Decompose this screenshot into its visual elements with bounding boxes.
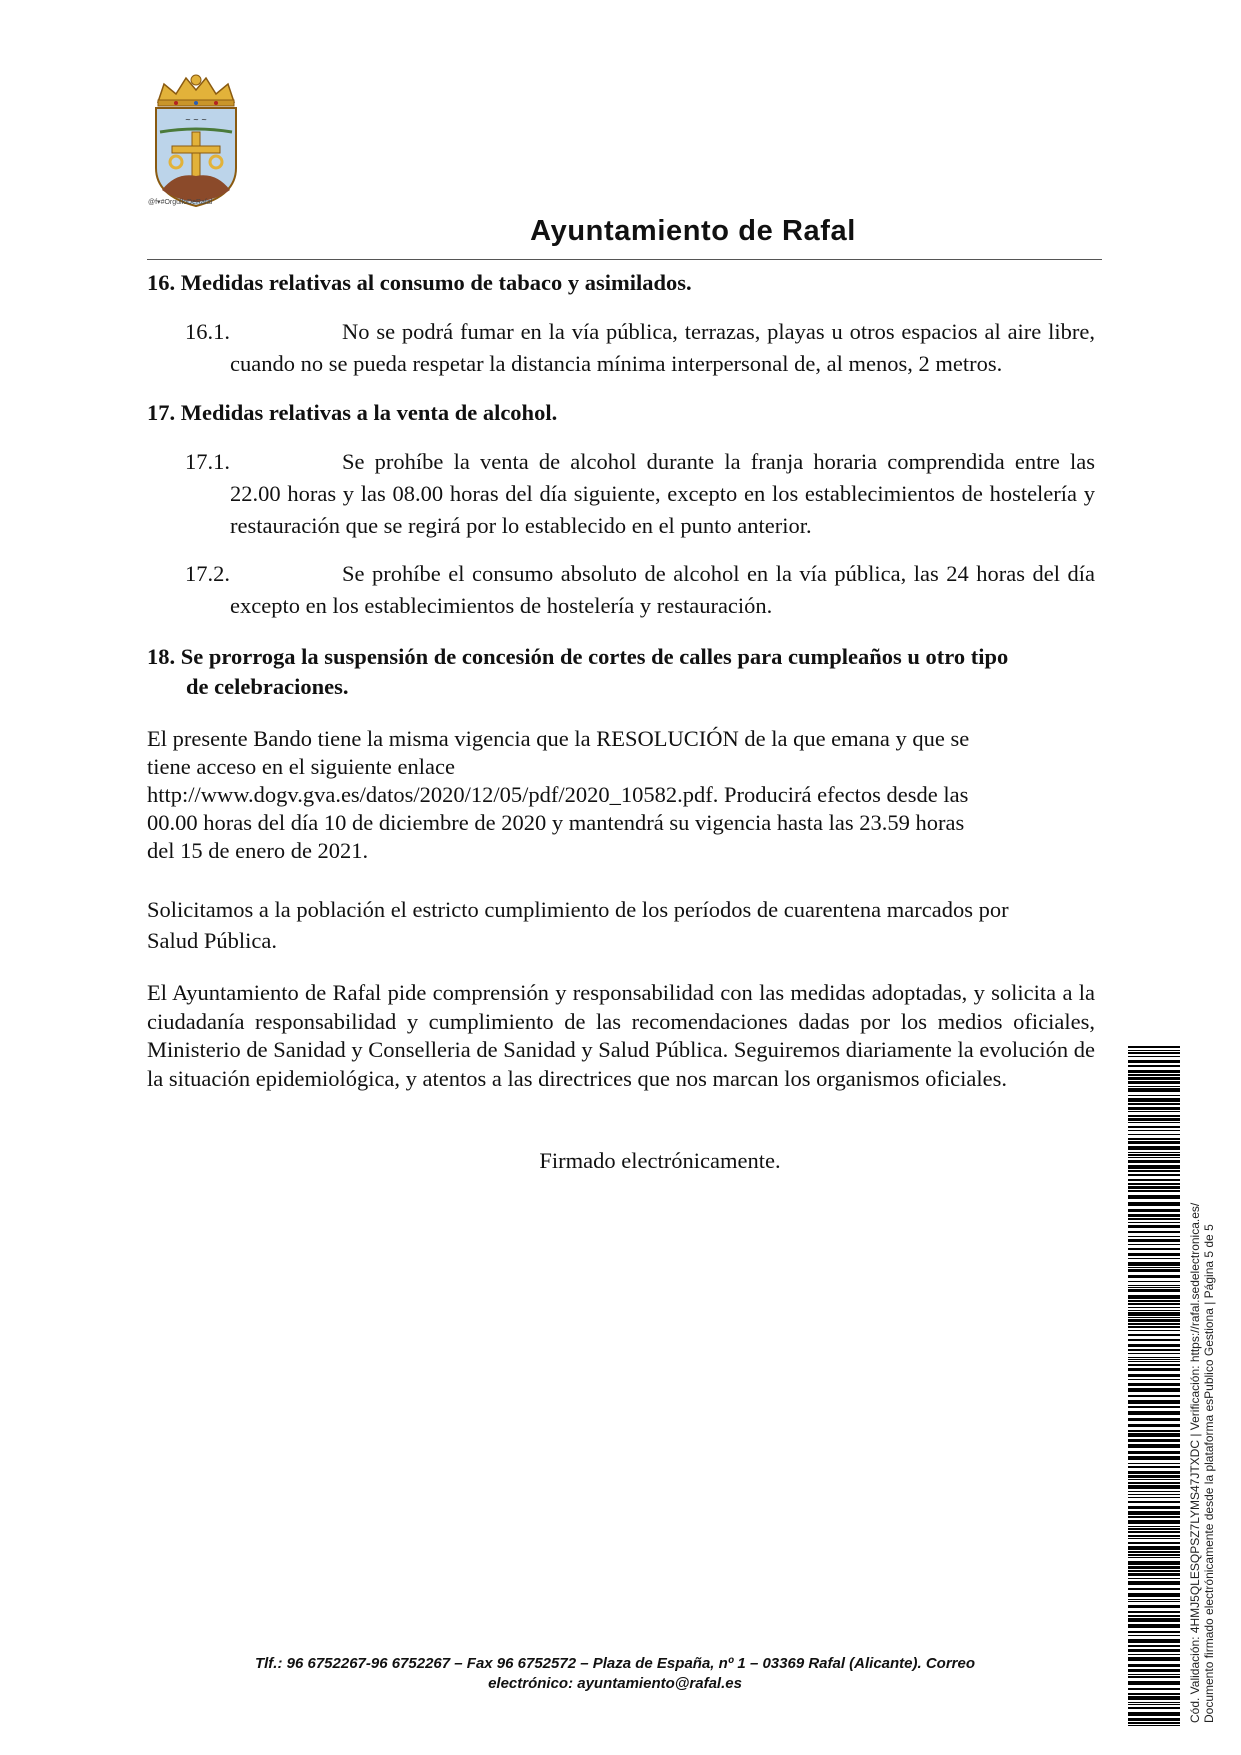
barcode-bar [1128, 1712, 1180, 1716]
barcode-bar [1128, 1317, 1180, 1318]
section-16-heading: 16. Medidas relativas al consumo de tabaco y asimilados. [147, 270, 692, 295]
barcode-bar [1128, 1528, 1180, 1530]
barcode-bar [1128, 1578, 1180, 1579]
svg-text:~ ~ ~: ~ ~ ~ [184, 116, 208, 124]
barcode-bar [1128, 1546, 1180, 1550]
barcode-bar [1128, 1179, 1180, 1181]
barcode-bar [1128, 1374, 1180, 1377]
barcode-bar [1128, 1566, 1180, 1569]
validation-barcode [1128, 1046, 1180, 1726]
barcode-bar [1128, 1098, 1180, 1102]
verification-line-2: Documento firmado electrónicamente desde la plataforma esPublico Gestiona | Página 5 de 5 [1202, 1224, 1216, 1723]
barcode-bar [1128, 1433, 1180, 1437]
logo-caption: @f▾#OrgulloDeRafal [148, 199, 213, 206]
barcode-bar [1128, 1538, 1180, 1539]
barcode-bar [1128, 1236, 1180, 1237]
barcode-bar [1128, 1141, 1180, 1144]
barcode-bar [1128, 1303, 1180, 1305]
barcode-bar [1128, 1115, 1180, 1117]
vigencia-line-4: 00.00 horas del día 10 de diciembre de 2020 y mantendrá su vigencia hasta las 23.59 horas [147, 810, 965, 835]
barcode-bar [1128, 1681, 1180, 1685]
barcode-bar [1128, 1275, 1180, 1278]
barcode-bar [1128, 1676, 1180, 1678]
item-number: 16.1. [185, 319, 230, 344]
barcode-bar [1128, 1471, 1180, 1474]
barcode-bar [1128, 1526, 1180, 1527]
barcode-bar [1128, 1126, 1180, 1128]
barcode-bar [1128, 1239, 1180, 1242]
barcode-bar [1128, 1696, 1180, 1700]
barcode-bar [1128, 1086, 1180, 1087]
barcode-bar [1128, 1202, 1180, 1206]
item-17-2 [185, 558, 1095, 622]
cuarentena-line-2: Salud Pública. [147, 928, 277, 953]
barcode-bar [1128, 1190, 1180, 1192]
barcode-bar [1128, 1307, 1180, 1308]
barcode-bar [1128, 1214, 1180, 1217]
barcode-bar [1128, 1506, 1180, 1509]
barcode-bar [1128, 1516, 1180, 1518]
barcode-bar [1128, 1209, 1180, 1212]
item-number: 17.1. [185, 449, 230, 474]
barcode-bar [1128, 1248, 1180, 1250]
item-text: No se podrá fumar en la vía pública, terrazas, playas u otros espacios al aire libre, cuando no se pueda respetar la distancia mínima interpersonal de, al menos, 2 metros. [230, 319, 1095, 376]
barcode-bar [1128, 1349, 1180, 1351]
barcode-bar [1128, 1444, 1180, 1448]
barcode-bar [1128, 1494, 1180, 1495]
barcode-bar [1128, 1103, 1180, 1105]
barcode-bar [1128, 1174, 1180, 1176]
barcode-bar [1128, 1475, 1180, 1478]
barcode-bar [1128, 1222, 1180, 1223]
section-18-heading: 18. Se prorroga la suspensión de concesión de cortes de calles para cumpleaños u otro tipo [147, 644, 1009, 669]
footer-line-1: Tlf.: 96 6752267-96 6752267 – Fax 96 6752572 – Plaza de España, nº 1 – 03369 Rafal (Alicante). Correo [254, 1655, 976, 1672]
barcode-bar [1128, 1411, 1180, 1415]
item-number: 17.2. [185, 561, 230, 586]
page-title: Ayuntamiento de Rafal [530, 215, 856, 247]
barcode-bar [1128, 1281, 1180, 1282]
barcode-bar [1128, 1639, 1180, 1643]
barcode-bar [1128, 1561, 1180, 1565]
barcode-bar [1128, 1152, 1180, 1153]
barcode-bar [1128, 1395, 1180, 1397]
barcode-bar [1128, 1300, 1180, 1302]
barcode-bar [1128, 1631, 1180, 1633]
barcode-bar [1128, 1674, 1180, 1675]
barcode-bar [1128, 1501, 1180, 1503]
barcode-bar [1128, 1573, 1180, 1576]
footer-line-2: electrónico: ayuntamiento@rafal.es [488, 1675, 742, 1692]
barcode-bar [1128, 1379, 1180, 1380]
barcode-bar [1128, 1134, 1180, 1135]
barcode-bar [1128, 1400, 1180, 1404]
vigencia-line-1: El presente Bando tiene la misma vigencia que la RESOLUCIÓN de la que emana y que se [147, 726, 970, 751]
barcode-bar [1128, 1383, 1180, 1386]
barcode-bar [1128, 1593, 1180, 1597]
item-16-1 [185, 316, 1095, 380]
barcode-bar [1128, 1482, 1180, 1484]
barcode-bar [1128, 1466, 1180, 1468]
barcode-bar [1128, 1599, 1180, 1600]
barcode-bar [1128, 1364, 1180, 1366]
item-text: Se prohíbe el consumo absoluto de alcohol en la vía pública, las 24 horas del día excepto en los establecimientos de hostelería y restauración. [230, 561, 1095, 618]
barcode-bar [1128, 1334, 1180, 1336]
barcode-bar [1128, 1531, 1180, 1533]
barcode-bar [1128, 1056, 1180, 1057]
barcode-bar [1128, 1244, 1180, 1245]
barcode-bar [1128, 1491, 1180, 1492]
barcode-bar [1128, 1588, 1180, 1590]
barcode-bar [1128, 1618, 1180, 1622]
barcode-bar [1128, 1258, 1180, 1259]
barcode-bar [1128, 1357, 1180, 1358]
vigencia-line-5: del 15 de enero de 2021. [147, 838, 369, 863]
barcode-bar [1128, 1323, 1180, 1325]
barcode-bar [1128, 1287, 1180, 1288]
barcode-bar [1128, 1725, 1180, 1726]
barcode-bar [1128, 1138, 1180, 1140]
barcode-bar [1128, 1456, 1180, 1460]
barcode-bar [1128, 1310, 1180, 1311]
vigencia-line-2: tiene acceso en el siguiente enlace [147, 754, 455, 779]
barcode-bar [1128, 1520, 1180, 1524]
barcode-bar [1128, 1485, 1180, 1489]
barcode-bar [1128, 1122, 1180, 1123]
barcode-bar [1128, 1095, 1180, 1096]
barcode-bar [1128, 1111, 1180, 1112]
barcode-bar [1128, 1368, 1180, 1371]
barcode-bar [1128, 1269, 1180, 1272]
barcode-bar [1128, 1657, 1180, 1661]
barcode-bar [1128, 1722, 1180, 1724]
barcode-bar [1128, 1707, 1180, 1709]
barcode-bar [1128, 1231, 1180, 1233]
barcode-bar [1128, 1262, 1180, 1266]
barcode-bar [1128, 1060, 1180, 1063]
barcode-bar [1128, 1497, 1180, 1498]
barcode-bar [1128, 1319, 1180, 1322]
barcode-bar [1128, 1253, 1180, 1256]
barcode-bar [1128, 1330, 1180, 1331]
barcode-bar [1128, 1070, 1180, 1073]
barcode-bar [1128, 1295, 1180, 1299]
barcode-bar [1128, 1154, 1180, 1156]
barcode-bar [1128, 1511, 1180, 1515]
item-text: Se prohíbe la venta de alcohol durante la franja horaria comprendida entre las 22.00 horas y las 08.00 horas del día siguiente, excepto en los establecimientos de hostelería y restauración que se regirá por lo establecido en el punto anterior. [230, 449, 1095, 538]
barcode-bar [1128, 1551, 1180, 1553]
header-divider [147, 259, 1102, 260]
barcode-bar [1128, 1649, 1180, 1652]
barcode-bar [1128, 1160, 1180, 1163]
barcode-bar [1128, 1046, 1180, 1048]
barcode-bar [1128, 1688, 1180, 1690]
barcode-bar [1128, 1359, 1180, 1360]
barcode-bar [1128, 1146, 1180, 1150]
barcode-bar [1128, 1581, 1180, 1585]
barcode-bar [1128, 1557, 1180, 1558]
barcode-bar [1128, 1418, 1180, 1421]
barcode-bar [1128, 1451, 1180, 1454]
vigencia-link-line[interactable]: http://www.dogv.gva.es/datos/2020/12/05/pdf/2020_10582.pdf. Producirá efectos desde las [147, 782, 969, 807]
barcode-bar [1128, 1344, 1180, 1347]
crown-icon [158, 75, 234, 106]
barcode-bar [1128, 1339, 1180, 1341]
footer-contact [150, 1654, 1080, 1694]
barcode-bar [1128, 1479, 1180, 1480]
barcode-bar [1128, 1107, 1180, 1110]
barcode-bar [1128, 1065, 1180, 1067]
signature-note: Firmado electrónicamente. [539, 1148, 781, 1173]
barcode-bar [1128, 1669, 1180, 1672]
barcode-bar [1128, 1088, 1180, 1092]
verification-text [1188, 1043, 1228, 1723]
barcode-bar [1128, 1218, 1180, 1220]
barcode-bar [1128, 1186, 1180, 1189]
verification-line-1: Cód. Validación: 4HMJ5QLESQPSZ7LYMS47JTXDC | Verificación: https://rafal.sedelectronica.es/ [1188, 1202, 1202, 1723]
barcode-bar [1128, 1535, 1180, 1537]
section-18-heading-cont: de celebraciones. [186, 674, 349, 699]
barcode-bar [1128, 1195, 1180, 1199]
barcode-bar [1128, 1289, 1180, 1292]
barcode-bar [1128, 1718, 1180, 1721]
barcode-bar [1128, 1050, 1180, 1051]
barcode-bar [1128, 1611, 1180, 1613]
barcode-bar [1128, 1118, 1180, 1121]
item-17-1 [185, 446, 1095, 542]
barcode-bar [1128, 1052, 1180, 1054]
barcode-bar [1128, 1570, 1180, 1572]
coat-of-arms-logo [146, 72, 246, 212]
barcode-bar [1128, 1654, 1180, 1655]
cuarentena-line-1: Solicitamos a la población el estricto cumplimiento de los períodos de cuarentena marcados por [147, 897, 1009, 922]
barcode-bar [1128, 1388, 1180, 1392]
barcode-bar [1128, 1267, 1180, 1268]
barcode-bar [1128, 1624, 1180, 1628]
barcode-bar [1128, 1157, 1180, 1158]
barcode-bar [1128, 1605, 1180, 1608]
barcode-bar [1128, 1635, 1180, 1636]
barcode-bar [1128, 1353, 1180, 1354]
barcode-bar [1128, 1645, 1180, 1647]
barcode-bar [1128, 1424, 1180, 1427]
barcode-bar [1128, 1081, 1180, 1084]
barcode-bar [1128, 1326, 1180, 1328]
barcode-bar [1128, 1074, 1180, 1076]
barcode-bar [1128, 1361, 1180, 1362]
barcode-bar [1128, 1693, 1180, 1695]
barcode-bar [1128, 1170, 1180, 1172]
barcode-bar [1128, 1463, 1180, 1464]
barcode-bar [1128, 1406, 1180, 1408]
barcode-bar [1128, 1554, 1180, 1556]
barcode-bar [1128, 1183, 1180, 1185]
barcode-bar [1128, 1165, 1180, 1169]
section-17-heading: 17. Medidas relativas a la venta de alcohol. [147, 400, 558, 425]
barcode-bar [1128, 1225, 1180, 1228]
barcode-bar [1128, 1285, 1180, 1286]
barcode-bar [1128, 1130, 1180, 1131]
barcode-bar [1128, 1542, 1180, 1544]
barcode-bar [1128, 1601, 1180, 1602]
barcode-bar [1128, 1664, 1180, 1667]
barcode-bar [1128, 1430, 1180, 1432]
barcode-bar [1128, 1704, 1180, 1705]
barcode-bar [1128, 1312, 1180, 1316]
barcode-bar [1128, 1615, 1180, 1617]
ayuntamiento-paragraph: El Ayuntamiento de Rafal pide comprensión y responsabilidad con las medidas adoptadas, y solicita a la ciudadanía responsabilidad y cumplimiento de las recomendaciones dadas por los medios oficiales, Ministerio de Sanidad y Conselleria de Sanidad y Salud Pública. Seguiremos diariamente la evolución de la situación epidemiológica, y atentos a las directrices que nos marcan los organismos oficiales. [147, 980, 1095, 1091]
barcode-bar [1128, 1077, 1180, 1080]
barcode-bar [1128, 1439, 1180, 1442]
barcode-bar [1128, 1702, 1180, 1703]
